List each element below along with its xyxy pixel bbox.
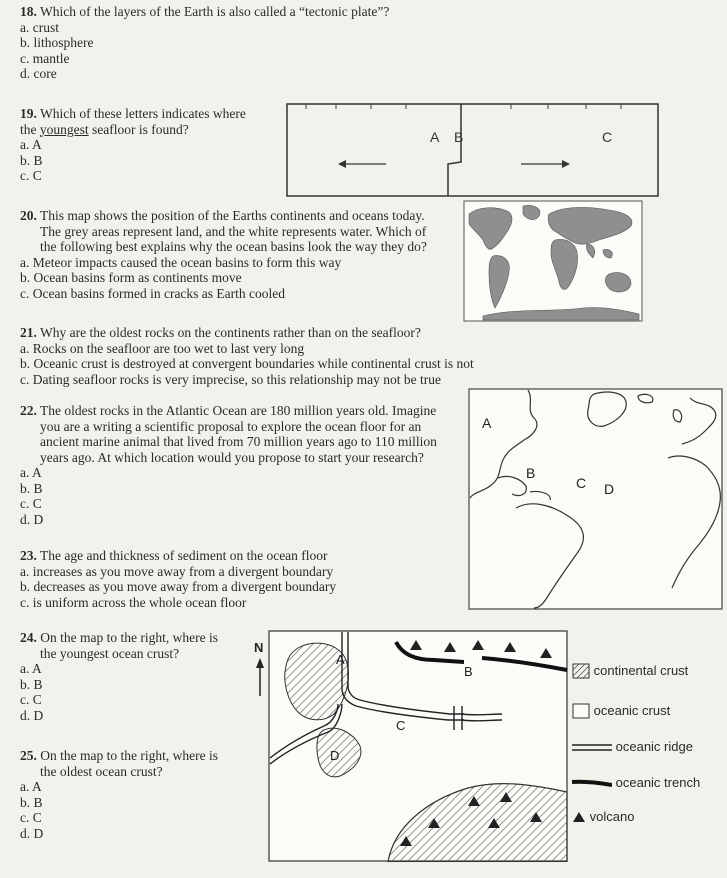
question-22 [20,403,470,527]
label-a: A [430,129,440,145]
option-a: a. A [20,137,42,152]
question-18 [20,4,490,82]
option-a: a. Rocks on the seafloor are too wet to last very long [20,340,305,356]
label-b: B [454,129,464,145]
label-a: A [336,652,345,667]
label-c: C [576,475,587,491]
option-c: c. C [20,168,42,183]
option-b: b. B [20,794,43,810]
question-21-stem: 21. Why are the oldest rocks on the continents rather than on the seafloor? [20,325,421,340]
option-b: b. B [20,676,43,692]
label-b: B [526,465,536,481]
option-b: b. decreases as you move away from a divergent boundary [20,579,337,594]
legend-volcano: volcano [572,808,634,824]
option-d: d. D [20,511,44,527]
label-b: B [464,664,473,679]
plate-boundary-map [268,630,568,862]
oceanic-crust-swatch-icon [572,703,590,719]
question-24 [20,630,250,723]
option-a: a. crust [20,19,59,35]
arrow-right-icon [521,160,570,168]
arrow-left-icon [338,160,386,168]
option-c: c. C [20,496,42,511]
option-b: b. Ocean basins form as continents move [20,270,242,285]
question-20-stem: 20. This map shows the position of the Earths continents and oceans today. The grey areas represent land, and the white represents water. Which of the following best explains why the ocean basins look the way they do? [20,208,427,254]
oceanic-trench-line-icon [572,777,612,789]
option-c: c. Dating seafloor rocks is very imprecise, so this relationship may not be true [20,371,442,387]
option-d: d. D [20,825,44,841]
legend-oceanic-ridge: oceanic ridge [572,738,693,754]
question-22-stem: 22. The oldest rocks in the Atlantic Ocean are 180 million years old. Imagine you are a writing a scientific proposal to explore the ocean floor for an ancient marine animal that lived from 70 million years ago to 110 million years ago. At which location would you propose to start your research? [20,403,437,465]
question-19-stem: 19. Which of these letters indicates where the youngest seafloor is found? [20,106,246,137]
legend-continental-crust: continental crust [572,662,688,679]
option-b: b. B [20,480,43,496]
q19-ridge-diagram [286,102,660,198]
label-d: D [604,481,615,497]
option-c: c. Ocean basins formed in cracks as Earth cooled [20,285,286,301]
option-a: a. increases as you move away from a divergent boundary [20,563,334,579]
question-19 [20,106,280,184]
oceanic-ridge-line-icon [572,741,612,753]
world-map [463,200,643,322]
option-c: c. is uniform across the whole ocean floor [20,594,247,610]
option-a: a. A [20,465,42,480]
map-legend [572,660,722,830]
north-arrow-icon [250,638,270,698]
question-23 [20,548,460,610]
volcano-icon [572,811,586,823]
question-21 [20,325,520,387]
north-label: N [254,640,264,655]
label-c: C [602,129,613,145]
option-b: b. lithosphere [20,35,94,50]
continental-crust-swatch-icon [572,663,590,679]
option-b: b. B [20,152,43,168]
question-25-stem: 25. On the map to the right, where is the oldest ocean crust? [20,748,218,779]
option-a: a. Meteor impacts caused the ocean basins to form this way [20,254,342,270]
question-25 [20,748,250,841]
legend-oceanic-crust: oceanic crust [572,702,670,719]
question-23-stem: 23. The age and thickness of sediment on the ocean floor [20,548,328,563]
option-d: d. D [20,707,44,723]
label-d: D [330,748,340,763]
question-20 [20,208,470,301]
label-a: A [482,415,492,431]
option-c: c. C [20,810,42,825]
option-a: a. A [20,661,42,676]
question-18-stem: 18. Which of the layers of the Earth is also called a “tectonic plate”? [20,4,390,19]
option-c: c. C [20,692,42,707]
option-d: d. core [20,66,57,81]
legend-oceanic-trench: oceanic trench [572,774,700,790]
option-b: b. Oceanic crust is destroyed at convergent boundaries while continental crust is not [20,356,474,371]
question-24-stem: 24. On the map to the right, where is the youngest ocean crust? [20,630,218,661]
option-a: a. A [20,779,42,794]
option-c: c. mantle [20,50,70,66]
atlantic-map [468,388,723,610]
label-c: C [396,718,406,733]
